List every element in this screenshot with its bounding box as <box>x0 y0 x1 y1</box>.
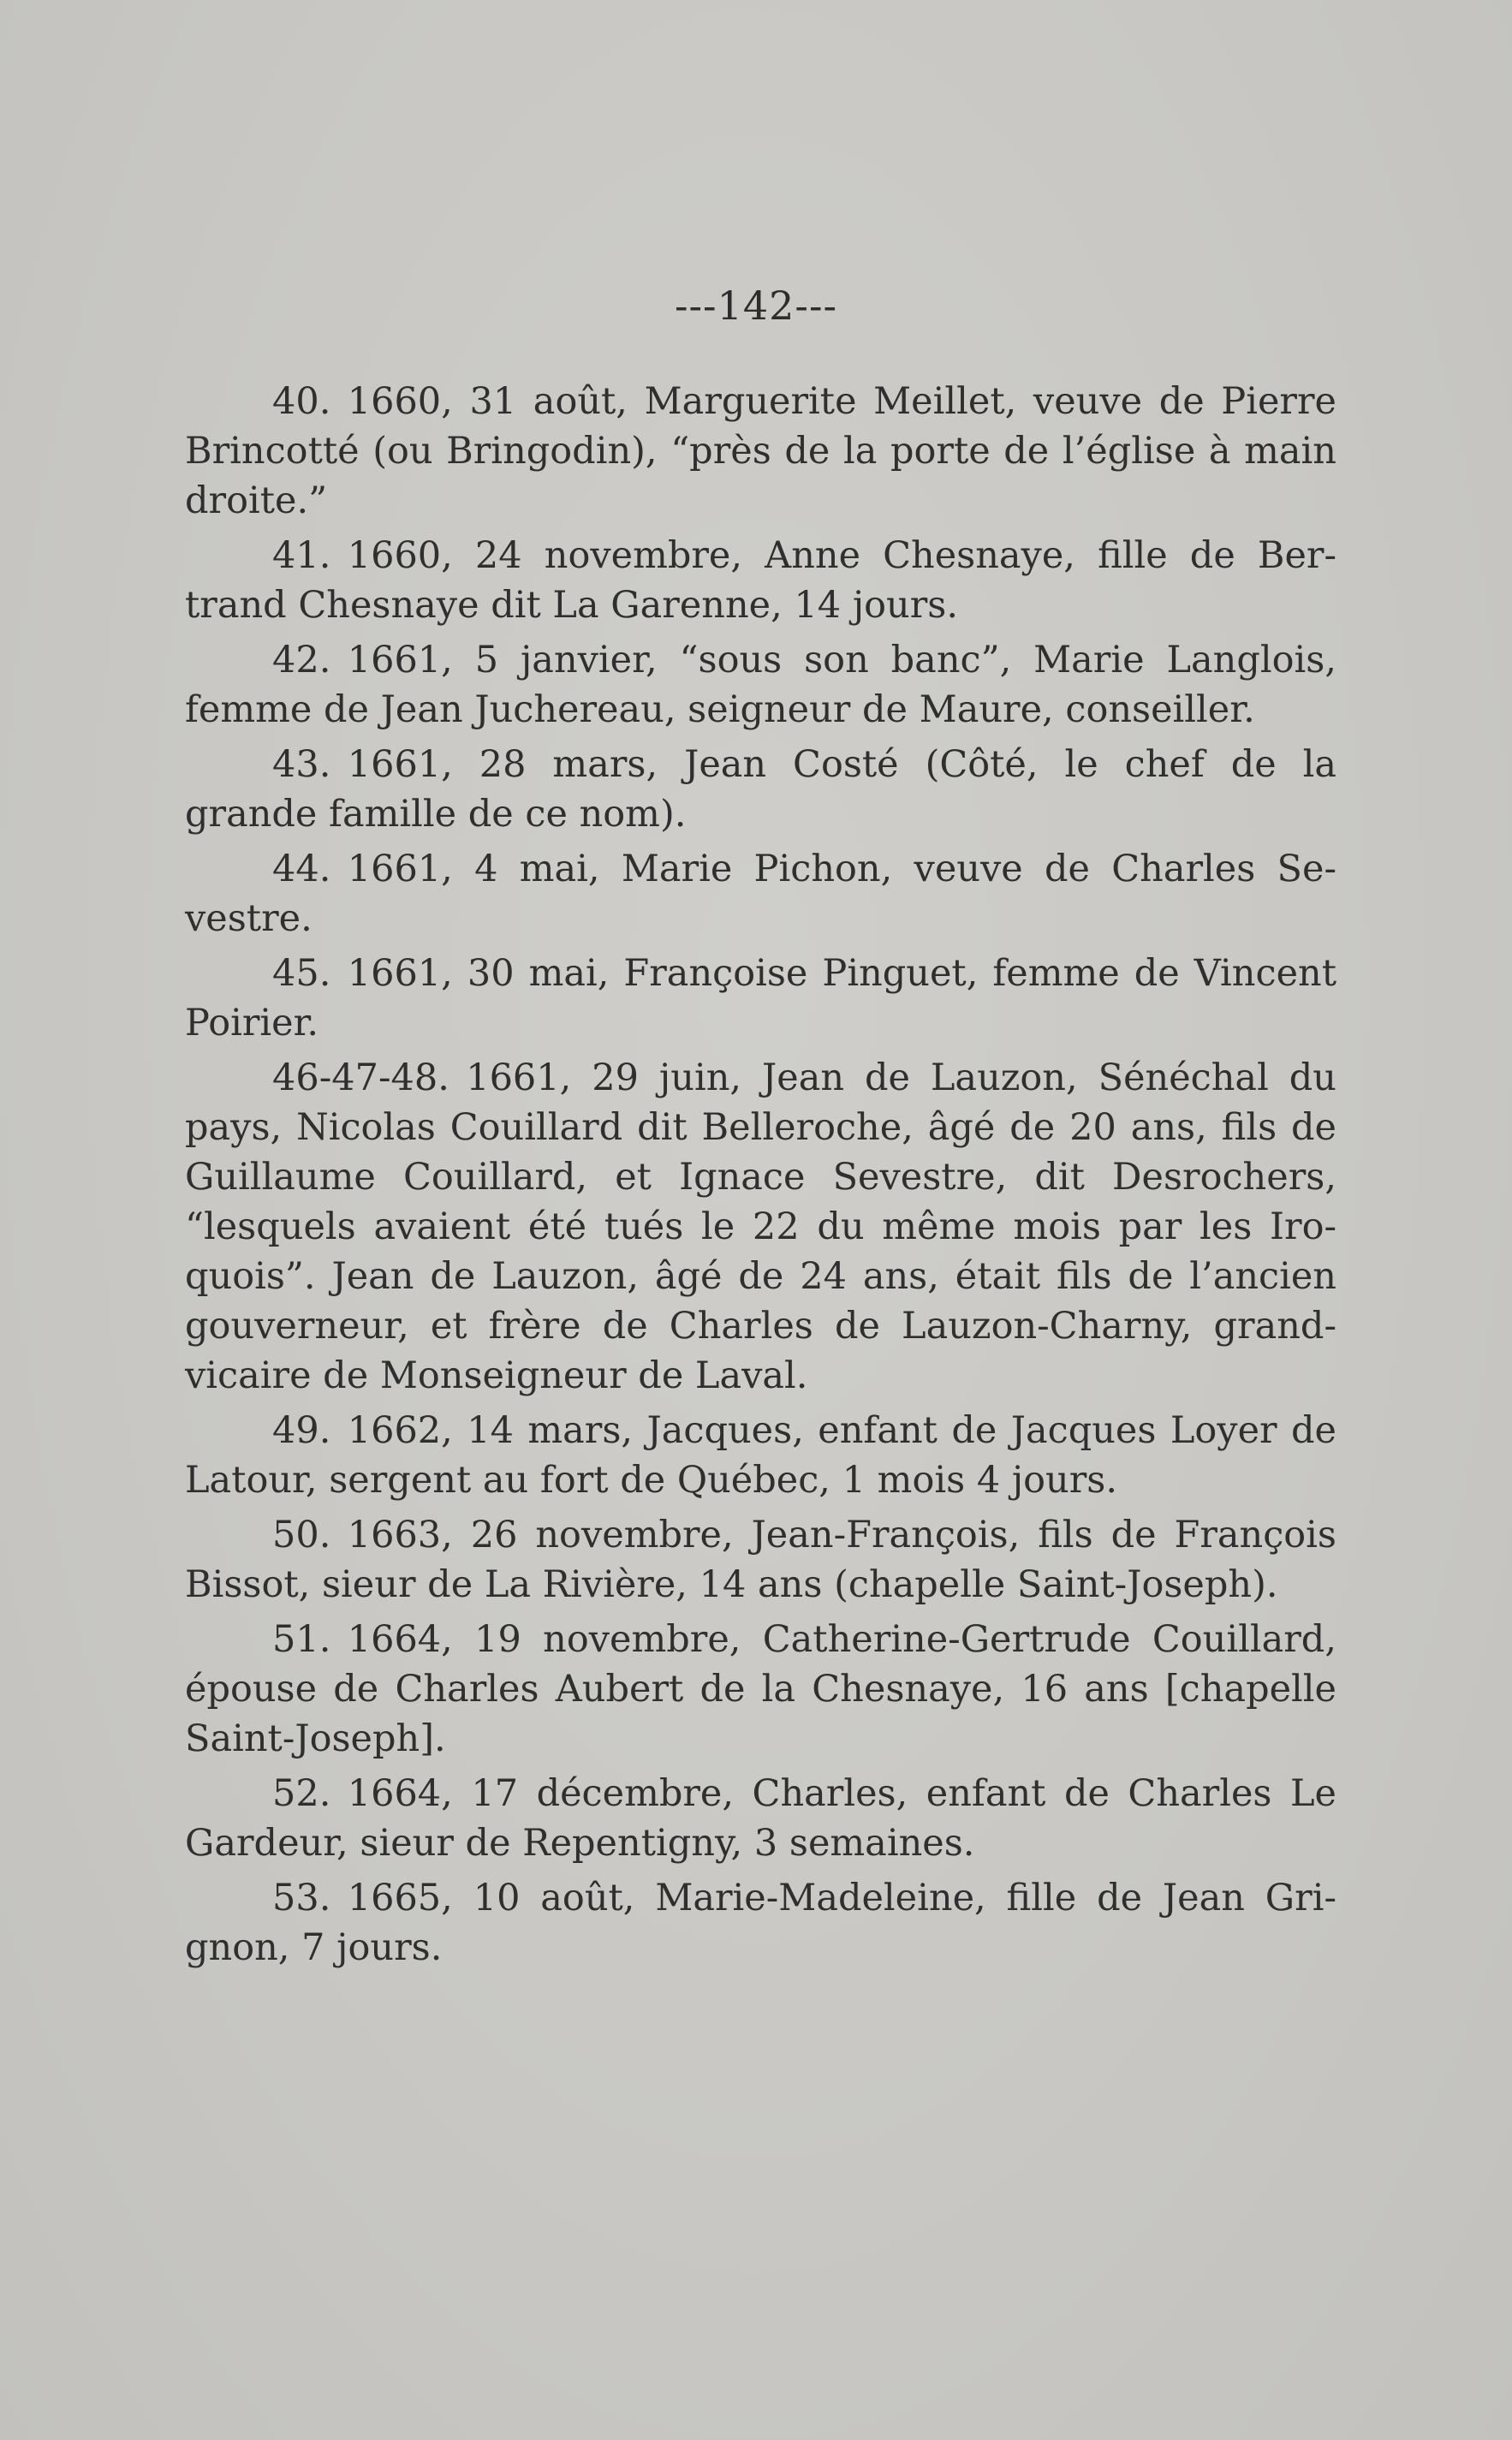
entry-40 <box>185 377 1336 526</box>
entry-49 <box>185 1406 1336 1505</box>
entry-text: 1665, 10 août, Marie-Madeleine, fille de Jean Grignon, 7 jours. <box>185 1877 1336 1969</box>
entry-number: 44. <box>272 848 331 890</box>
entry-text: 1660, 24 novembre, Anne Chesnaye, fille de Bertrand Chesnaye dit La Garenne, 14 jours. <box>185 534 1336 627</box>
entry-43 <box>185 740 1336 839</box>
entry-42 <box>185 635 1336 735</box>
entry-50 <box>185 1510 1336 1610</box>
entry-51 <box>185 1615 1336 1764</box>
entry-number: 42. <box>272 639 331 681</box>
entry-number: 50. <box>272 1514 331 1556</box>
burial-register-text <box>185 377 1336 1978</box>
entry-52 <box>185 1769 1336 1868</box>
entry-number: 41. <box>272 534 331 577</box>
entry-text: 1662, 14 mars, Jacques, enfant de Jacques Loyer de Latour, sergent au fort de Québec, 1 mois 4 jours. <box>185 1409 1336 1502</box>
entry-number: 40. <box>272 380 331 423</box>
entry-45 <box>185 949 1336 1048</box>
entry-number: 46-47-48. <box>272 1056 449 1099</box>
entry-text: 1660, 31 août, Marguerite Meillet, veuve de Pierre Brincotté (ou Bringodin), “près de la porte de l’église à main droite.” <box>185 380 1336 522</box>
entry-number: 45. <box>272 952 331 995</box>
entry-text: 1664, 19 novembre, Catherine-Gertrude Couillard, épouse de Charles Aubert de la Chesnaye, 16 ans [chapelle Saint-Joseph]. <box>185 1618 1336 1760</box>
entry-46-47-48 <box>185 1053 1336 1401</box>
entry-text: 1661, 4 mai, Marie Pichon, veuve de Charles Sevestre. <box>185 848 1336 940</box>
entry-text: 1661, 5 janvier, “sous son banc”, Marie Langlois, femme de Jean Juchereau, seigneur de Maure, conseiller. <box>185 639 1336 731</box>
entry-number: 43. <box>272 743 331 786</box>
entry-number: 53. <box>272 1877 331 1919</box>
entry-text: 1663, 26 novembre, Jean-François, fils de François Bissot, sieur de La Rivière, 14 ans (chapelle Saint-Joseph). <box>185 1514 1336 1606</box>
entry-number: 52. <box>272 1772 331 1815</box>
entry-44 <box>185 844 1336 943</box>
entry-text: 1661, 30 mai, Françoise Pinguet, femme de Vincent Poirier. <box>185 952 1336 1044</box>
entry-53 <box>185 1873 1336 1973</box>
entry-text: 1661, 28 mars, Jean Costé (Côté, le chef de la grande famille de ce nom). <box>185 743 1336 836</box>
entry-number: 51. <box>272 1618 331 1661</box>
entry-text: 1661, 29 juin, Jean de Lauzon, Sénéchal du pays, Nicolas Couillard dit Belleroche, âgé de 20 ans, fils de Guillaume Couillard, et Ignace Sevestre, dit Desrochers, “lesquels avaient été tués le 22 du même mois par les Iroquois”. Jean de Lauzon, âgé de 24 ans, était fils de l’ancien gouverneur, et frère de Charles de Lauzon-Charny, grand-vicaire de Monseigneur de Laval. <box>185 1056 1336 1397</box>
entry-41 <box>185 531 1336 630</box>
entry-text: 1664, 17 décembre, Charles, enfant de Charles Le Gardeur, sieur de Repentigny, 3 semaines. <box>185 1772 1336 1865</box>
entry-number: 49. <box>272 1409 331 1452</box>
page-number: ---142--- <box>674 283 838 329</box>
